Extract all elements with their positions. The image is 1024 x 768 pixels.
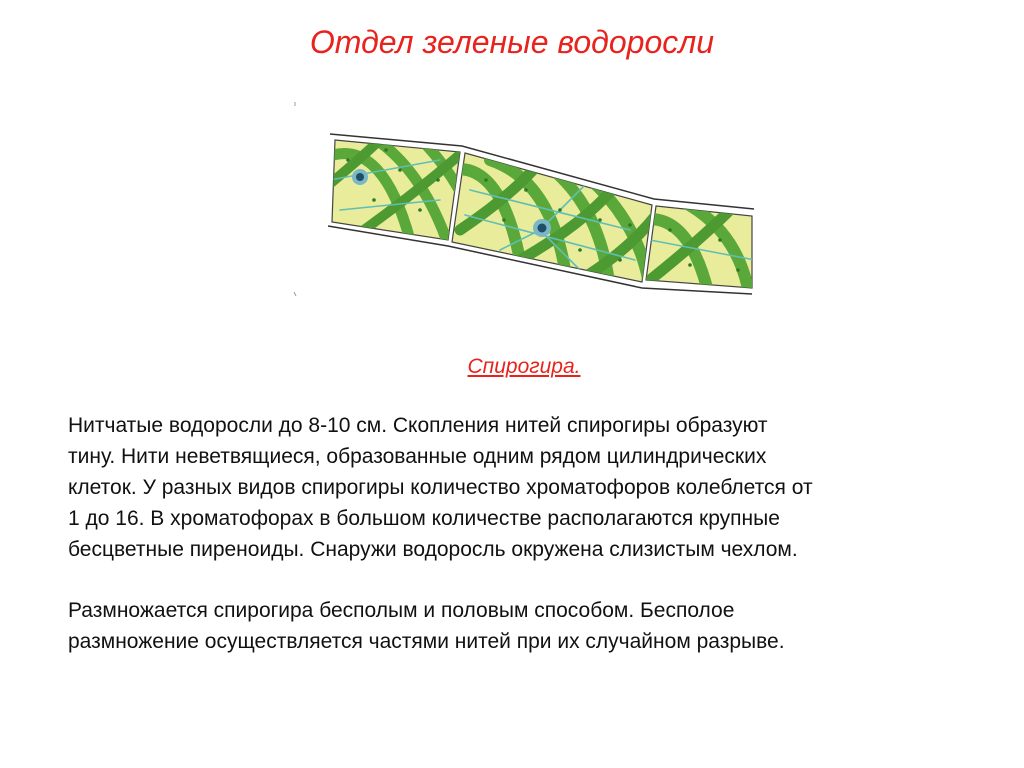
figure-caption: Спирогира. [467, 355, 581, 378]
paragraph-reproduction [68, 595, 988, 657]
paragraph-line: Нитчатые водоросли до 8-10 см. Скопления нитей спирогиры образуют [68, 414, 768, 437]
paragraph-description [68, 410, 988, 565]
paragraph-line: бесцветные пиреноиды. Снаружи водоросль окружена слизистым чехлом. [68, 538, 798, 561]
paragraph-line: Размножается спирогира бесполым и половым способом. Бесполое [68, 599, 735, 622]
slide-title: Отдел зеленые водоросли [309, 24, 715, 60]
paragraph-line: размножение осуществляется частями нитей при их случайном разрыве. [68, 630, 785, 653]
paragraph-line: 1 до 16. В хроматофорах в большом количестве располагаются крупные [68, 507, 780, 530]
cell-3 [640, 200, 755, 300]
spirogyra-illustration [290, 100, 770, 310]
paragraph-line: тину. Нити неветвящиеся, образованные одним рядом цилиндрических [68, 445, 767, 468]
paragraph-line: клеток. У разных видов спирогиры количество хроматофоров колеблется от [68, 476, 813, 499]
